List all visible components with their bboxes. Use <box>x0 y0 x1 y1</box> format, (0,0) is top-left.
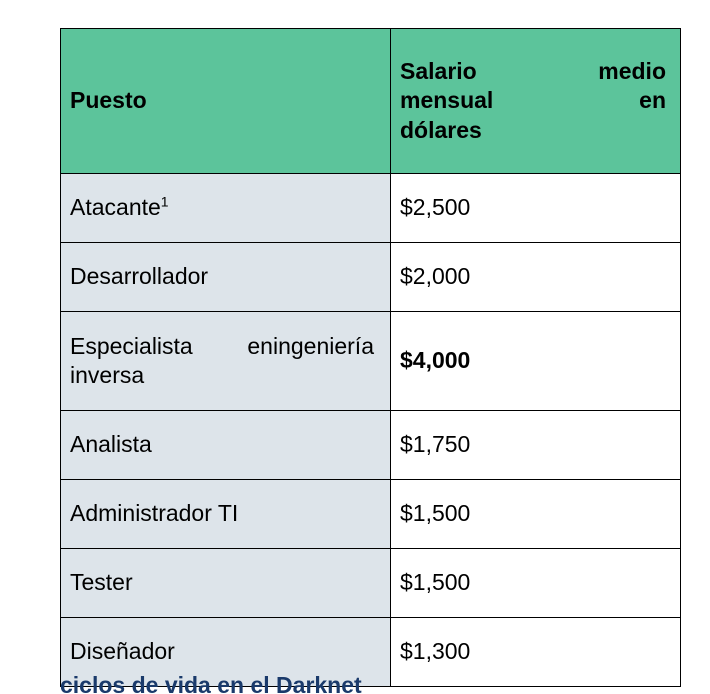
table-body <box>61 174 681 687</box>
table-row <box>61 174 681 243</box>
role-footnote-marker: 1 <box>160 193 169 210</box>
role-label: Atacante <box>70 194 161 221</box>
table-row <box>61 312 681 411</box>
role-cell <box>61 243 391 312</box>
column-header-role: Puesto <box>61 29 391 174</box>
table-row <box>61 243 681 312</box>
table-row <box>61 549 681 618</box>
column-header-salary <box>391 29 681 174</box>
role-label: Tester <box>70 569 133 596</box>
role-cell <box>61 411 391 480</box>
salary-cell: $2,500 <box>391 174 681 243</box>
salary-cell: $1,500 <box>391 480 681 549</box>
table-header-row <box>61 29 681 174</box>
role-label: Diseñador <box>70 638 175 665</box>
role-label: Administrador TI <box>70 500 239 527</box>
table-header <box>61 29 681 174</box>
caption-text: ciclos de vida en el Darknet <box>60 672 362 694</box>
salary-table <box>60 28 681 687</box>
role-cell <box>61 549 391 618</box>
table-row <box>61 411 681 480</box>
salary-cell: $1,750 <box>391 411 681 480</box>
role-cell <box>61 480 391 549</box>
role-label-line-2: ingeniería inversa <box>70 332 374 388</box>
column-header-salary-line-3: dólares <box>400 116 482 143</box>
role-label: Analista <box>70 431 152 458</box>
role-cell <box>61 312 391 411</box>
role-label: Especialista en <box>70 332 273 359</box>
salary-cell: $1,300 <box>391 618 681 687</box>
column-header-salary-line-2: mensual en <box>400 87 666 114</box>
role-label: Desarrollador <box>70 263 209 290</box>
column-header-salary-line-1: Salario medio <box>400 57 666 84</box>
role-cell <box>61 174 391 243</box>
salary-cell: $2,000 <box>391 243 681 312</box>
salary-cell: $1,500 <box>391 549 681 618</box>
table-row <box>61 480 681 549</box>
salary-cell: $4,000 <box>391 312 681 411</box>
